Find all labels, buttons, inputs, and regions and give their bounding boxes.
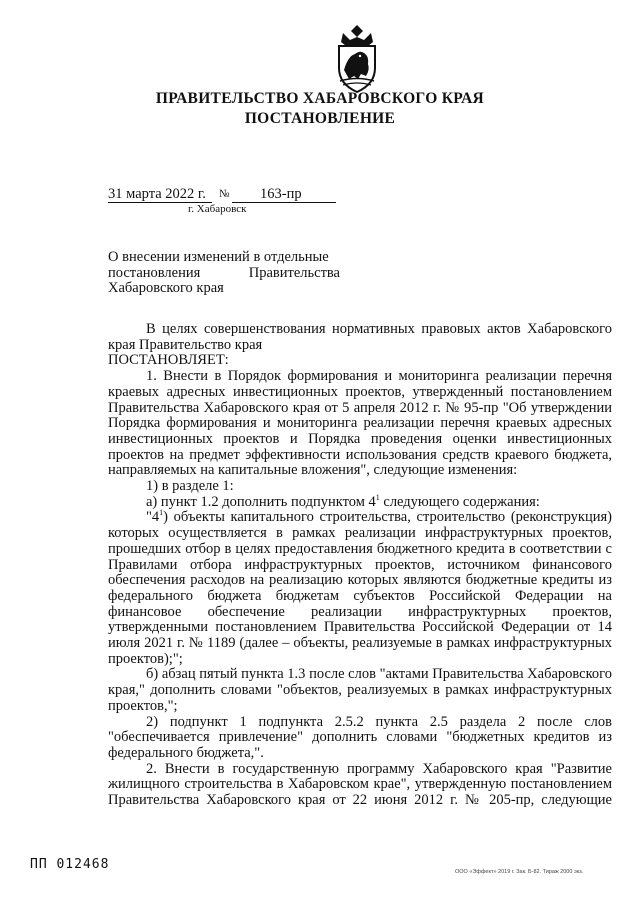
resolves-heading: ПОСТАНОВЛЯЕТ:: [108, 352, 229, 369]
subject-line: О внесении изменений в отдельные: [108, 249, 329, 265]
subject-word: постановления: [108, 264, 201, 281]
item-1-1b-paragraph: б) абзац пятый пункта 1.3 после слов "актами Правительства Хабаровского края," дополнить словами "объектов, реализуемых в рамках инфраструктурных проектов,";: [108, 666, 612, 714]
number-label: №: [219, 188, 230, 200]
government-title: ПРАВИТЕЛЬСТВО ХАБАРОВСКОГО КРАЯ: [155, 90, 485, 107]
subject-word: Правительства: [248, 264, 340, 281]
preamble-paragraph: В целях совершенствования нормативных правовых актов Хабаровского края Правительство края: [108, 321, 612, 353]
form-serial-code: ПП 012468: [30, 857, 110, 872]
item-1-1-paragraph: 1) в разделе 1:: [146, 478, 234, 495]
item-text: следующего содержания:: [379, 493, 540, 510]
document-body: [108, 322, 612, 809]
quote-open: "4: [146, 509, 160, 526]
print-imprint: ООО «Эффект» 2019 г. Зак. Б-82. Тираж 2000 экз.: [455, 869, 584, 875]
coat-of-arms-icon: [330, 24, 384, 94]
document-type: ПОСТАНОВЛЕНИЕ: [244, 110, 396, 127]
superscript: 1: [375, 492, 380, 502]
item-text: а) пункт 1.2 дополнить подпунктом 4: [146, 493, 376, 510]
document-subject: [108, 250, 340, 297]
document-number: 163-пр: [260, 186, 302, 202]
quote-text: ) объекты капитального строительства, строительство (реконструкция) которых осуществляется в рамках реализации инфраструктурных проектов, прошедших отбор в целях предоставления бюджетного кредита в соответствии с Правилами отбора инфраструктурных проектов, источником финансового обеспечения расходов на реализацию которых являются бюджетные кредиты из федерального бюджета бюджетам субъектов Российской Федерации на финансовое обеспечение реализации инфраструктурных проектов, утвержденными постановлением Правительства Российской Федерации от 14 июля 2021 г. № 1189 (далее – объекты, реализуемые в рамках инфраструктурных проектов);";: [108, 509, 612, 667]
document-date: 31 марта 2022 г.: [108, 186, 206, 202]
subject-line: Хабаровского края: [108, 280, 224, 296]
item-1-paragraph: 1. Внести в Порядок формирования и мониторинга реализации перечня краевых адресных инвестиционных проектов, утвержденный постановлением Правительства Хабаровского края от 5 апреля 2012 г. № 95-пр "Об утверждении Порядка формирования и мониторинга реализации перечня краевых адресных инвестиционных проектов и Порядка проведения оценки инвестиционных проектов на предмет эффективности использования средств краевого бюджета, направляемых на капитальные вложения", следующие изменения:: [108, 368, 612, 479]
subject-line: [108, 266, 340, 282]
item-2-paragraph: 2. Внести в государственную программу Хабаровского края "Развитие жилищного строительства в Хабаровском крае", утвержденную постановлением Правительства Хабаровского края от 22 июня 2012 г. № 205-пр, следующие: [108, 760, 612, 809]
superscript: 1: [159, 508, 164, 518]
number-underline: [232, 202, 336, 203]
quoted-amendment-paragraph: [108, 510, 612, 667]
item-1-2-paragraph: 2) подпункт 1 подпункта 2.5.2 пункта 2.5 раздела 2 после слов "обеспечивается привлечение" дополнить словами "бюджетных кредитов из федерального бюджета,".: [108, 713, 612, 761]
city: г. Хабаровск: [188, 203, 247, 215]
